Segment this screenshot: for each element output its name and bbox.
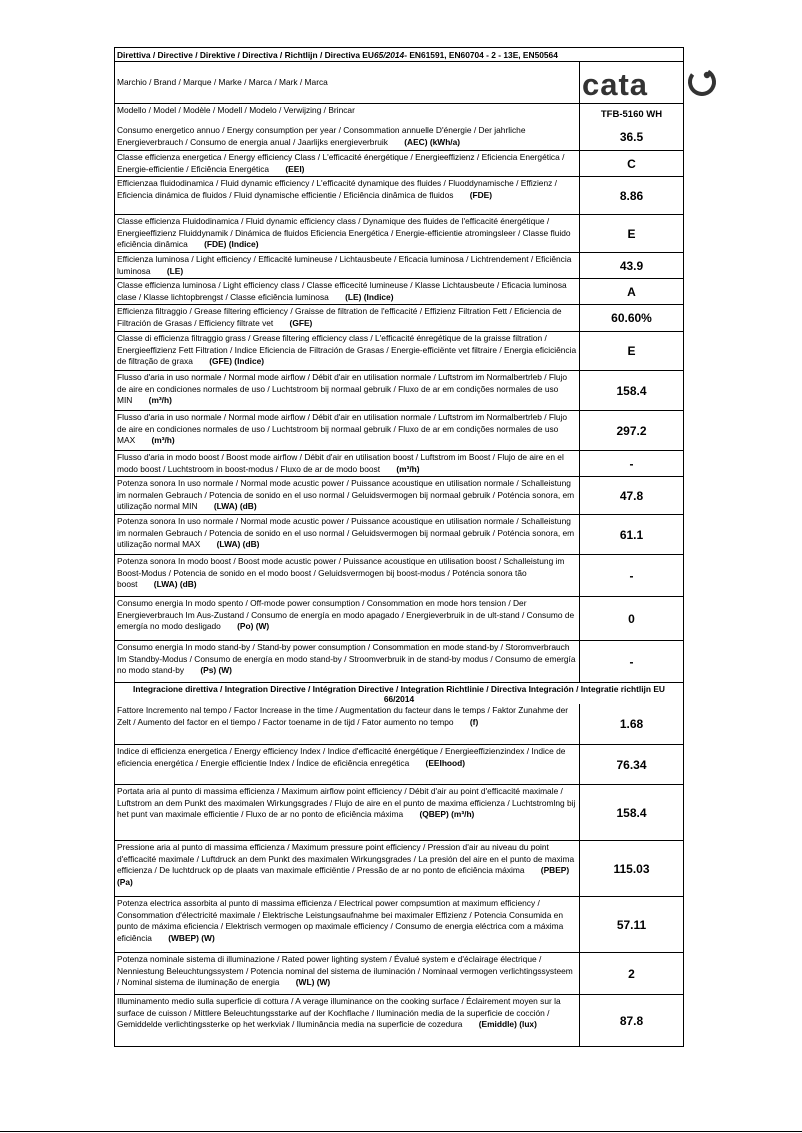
spec-value-cell	[580, 305, 683, 331]
spec-code: (GFE)	[289, 317, 313, 328]
spec-description: Potenza sonora In uso normale / Normal mode acustic power / Puissance acoustique en utilisation normale / Schalleistung im normalen Gebrauch / Potencia de sonido en el uso normal / Geluidsvermogen bij normaal gebruik / Poténcia sonora, em utilização normal MIN	[117, 478, 575, 512]
spec-description: Efficienzaa fluidodinamica / Fluid dynamic efficiency / L'efficacité dynamique des fluides / Fluoddynamische / Effizienz / Eficiencia dinámica de fluidos / Fluid dynamische efficientie / Eficiência dinâmica de fluidos	[117, 178, 557, 200]
brand-row	[115, 61, 683, 103]
spec-description: Portata aria al punto di massima efficienza / Maximum airflow point efficiency / Débit d'air au point d'efficacité maximale / Luftstrom an dem Punkt des maximalen Wirkungsgrades / Flujo de aire en el punto de maxima efficienza / Luchtstromlng bij het punt van maximale efficientie / Fluxo de ar no ponto de eficiência máxima	[117, 786, 576, 820]
spec-label	[115, 177, 580, 214]
page-bottom-rule	[0, 1131, 802, 1132]
spec-code: (WBEP) (W)	[168, 932, 215, 943]
spec-value: 43.9	[619, 258, 644, 273]
spec-row	[115, 214, 683, 252]
spec-label	[115, 371, 580, 410]
spec-value: 1.68	[619, 717, 644, 731]
spec-row	[115, 150, 683, 176]
spec-value-cell	[580, 253, 683, 278]
directive-standards: - EN61591, EN60704 - 2 - 13E, EN50564	[404, 50, 558, 60]
spec-row	[115, 596, 683, 640]
spec-code: (Po) (W)	[237, 621, 270, 632]
spec-label	[115, 124, 580, 150]
spec-label	[115, 704, 580, 744]
spec-value: 61.1	[619, 527, 644, 542]
spec-code: (Emiddle) (lux)	[478, 1019, 537, 1030]
spec-description: Classe di efficienza filtraggio grass / Grease filtering efficiency class / L'efficacité énregétique de la graisse filtration / Energieeffizienz Fett Filtration / Indice Eficiencia de Filtración de Grasas / Energie-efficiënte vet filtraire / Energia eficiciência de filtração de graxa	[117, 333, 577, 367]
spec-description: Potenza electrica assorbita al punto di massima efficienza / Electrical power compsumtion at maximum efficiency / Consommation d'électricité maximale / Elektrische Leistungsaufnahme bei maximaler Effizienz / Potencia Consumida en punto de máxima eficiencia / Elektrisch vermogen op maximale efficiency / Consumo de energia eléctrica com a máxima eficiência	[117, 898, 564, 943]
spec-value-cell	[580, 411, 683, 450]
spec-value: 47.8	[619, 488, 644, 503]
spec-row	[115, 704, 683, 744]
spec-code: (QBEP) (m³/h)	[419, 809, 475, 820]
spec-label	[115, 555, 580, 596]
directive-prefix: Direttiva / Directive / Direktive / Directiva / Richtlijn / Directiva EU	[117, 50, 374, 60]
model-row	[115, 103, 683, 124]
spec-value-cell	[580, 451, 683, 476]
spec-description: Fattore Incremento nal tempo / Factor Increase in the time / Augmentation du facteur dans le temps / Faktor Zunahme der Zelt / Aumento del factor en el tiempo / Factor toename in de tijd / Fator aumento no tempo	[117, 705, 569, 727]
spec-code: (FDE)	[469, 189, 493, 200]
spec-value: E	[627, 226, 636, 241]
directive-number: 65/2014	[373, 50, 405, 60]
spec-code: (LE)	[166, 265, 184, 276]
spec-row	[115, 994, 683, 1046]
spec-value: 36.5	[619, 130, 644, 144]
spec-value: 158.4	[616, 805, 647, 820]
spec-code: (GFE) (Indice)	[209, 356, 265, 367]
spec-label	[115, 411, 580, 450]
spec-code: (Ps) (W)	[200, 665, 232, 676]
spec-value: -	[629, 456, 634, 471]
spec-code: (FDE) (Indice)	[204, 239, 259, 250]
spec-row	[115, 176, 683, 214]
spec-label	[115, 641, 580, 682]
spec-value: C	[627, 156, 636, 171]
spec-row	[115, 514, 683, 554]
spec-row	[115, 952, 683, 994]
spec-code: (LWA) (dB)	[153, 579, 197, 590]
spec-value: 115.03	[613, 861, 650, 876]
spec-value: 2	[628, 966, 635, 981]
spec-value: A	[627, 284, 636, 299]
spec-value-cell	[580, 124, 683, 150]
logo-text: cata	[582, 66, 649, 99]
spec-description: Illuminamento medio sulla superficie di cottura / A verage illuminance on the cooking surface / Éclairement moyen sur la surface de cuisson / Mittlere Beleuchtungsstarke auf der Kochflache / Iluminación media de la superficie de cocción / Gemiddelde verlichtingssterke op het werkviak / Iluminância media na superficie de cozedura	[117, 996, 561, 1030]
spec-label	[115, 477, 580, 514]
spec-code: (m³/h)	[151, 435, 175, 446]
spec-description: Consumo energia In modo spento / Off-mode power consumption / Consommation en mode hors tension / Der Energieverbrauch Im Aus-Zustand / Consumo de energía en modo apagado / Energieverbruik in de ult-stand / Consumo de emergía no modo desligado	[117, 598, 575, 632]
spec-code: (WL) (W)	[295, 977, 331, 988]
model-value: TFB-5160 WH	[600, 108, 663, 120]
spec-label	[115, 151, 580, 176]
model-label: Modello / Model / Modèle / Modell / Modelo / Verwijzing / Brincar	[115, 104, 580, 124]
spec-label	[115, 841, 580, 896]
spec-label	[115, 279, 580, 304]
spec-label	[115, 451, 580, 476]
spec-row	[115, 410, 683, 450]
spec-description: Potenza sonora In modo boost / Boost mode acustic power / Puissance acoustique en utilisation boost / Schalleistung im Boost-Modus / Potencia de sonido en el modo boost / Geluidsvermogen bij boost-modus / Poténcia sonora tão boost	[117, 556, 565, 590]
spec-value-cell	[580, 745, 683, 784]
spec-label	[115, 953, 580, 994]
spec-code: (PBEP) (Pa)	[117, 865, 570, 887]
spec-value: 158.4	[616, 383, 647, 398]
spec-code: (f)	[469, 716, 479, 727]
spec-code: (m³/h)	[396, 463, 420, 474]
spec-row	[115, 840, 683, 896]
spec-label	[115, 745, 580, 784]
energy-label-sheet	[114, 47, 684, 1047]
spec-row	[115, 370, 683, 410]
spec-row	[115, 331, 683, 370]
spec-label	[115, 597, 580, 640]
spec-description: Efficienza luminosa / Light efficiency / Efficacité lumineuse / Lichtausbeute / Eficacia luminosa / Lichtrendement / Eficiência luminosa	[117, 254, 572, 276]
spec-label	[115, 215, 580, 252]
spec-description: Classe efficienza luminosa / Light efficiency class / Classe efficecité lumineuse / Klasse Lichtausbeute / Eficacia luminosa clase / Klasse lichtopbrengst / Classe eficiência luminosa	[117, 280, 567, 302]
spec-value-cell	[580, 371, 683, 410]
spec-row	[115, 278, 683, 304]
spec-value: -	[629, 568, 634, 583]
spec-value-cell	[580, 953, 683, 994]
spec-description: Classe efficienza Fluidodinamica / Fluid dynamic efficiency class / Dynamique des fluides de l'efficacité énergétique / Energieeffizienz Fluiddynamik / Dinámica de fluidos Eficiencia Energética / Energie-efficientie atromingsleer / Classe fluido eficiência dinâmica	[117, 216, 571, 250]
spec-value: 297.2	[616, 423, 647, 438]
spec-value: 87.8	[619, 1013, 644, 1028]
spec-code: (LWA) (dB)	[216, 539, 260, 550]
directive-header	[115, 48, 683, 61]
spec-value: 76.34	[616, 757, 647, 772]
spec-description: Potenza nominale sistema di illuminazione / Rated power lighting system / Évalué system e d'éclairage électrique / Nenniestung Beleuchtungssystem / Potencia nominal del sistema de iluminación / Nominaal vermogen verlichtingssysteem / Nominal sistema de iluminação de energia	[117, 954, 573, 988]
spec-label	[115, 897, 580, 952]
spec-row	[115, 784, 683, 840]
spec-code: (m³/h)	[148, 395, 172, 406]
spec-value: -	[629, 654, 634, 669]
spec-row	[115, 124, 683, 150]
spec-value: 57.11	[616, 917, 647, 932]
spec-value-cell	[580, 151, 683, 176]
spec-description: Classe efficienza energetica / Energy efficiency Class / L'efficacité énergétique / Energieeffizienz / Eficiencia Energética / Energie-efficientie / Eficiência Energética	[117, 152, 565, 174]
spec-value: 60.60%	[611, 311, 652, 325]
brand-label: Marchio / Brand / Marque / Marke / Marca / Mark / Marca	[115, 62, 580, 103]
spec-row	[115, 476, 683, 514]
spec-value-cell	[580, 704, 683, 744]
spec-row	[115, 304, 683, 331]
spec-description: Flusso d'aria in uso normale / Normal mode airflow / Débit d'air en utilisation normale / Luftstrom im Normalbertrleb / Flujo de aire en condiciones normales de uso / Luchtstroom bij normaal gebruik / Fluxo de ar em condições normales de uso MAX	[117, 412, 568, 446]
spec-code: (EEI)	[285, 163, 305, 174]
spec-description: Pressione aria al punto di massima efficienza / Maximum pressure point efficiency / Pression d'air au niveau du point d'efficacité maximale / Luftdruck an dem Punkt des maximalen Wirkungsgrades / La presión del aire en el punto de maxima efficienza / De luchtdruck op de plaats van maximale efficiëntie / Pressão de ar no ponto de eficiência máxima	[117, 842, 575, 876]
spec-description: Flusso d'aria in uso normale / Normal mode airflow / Débit d'air en utilisation normale / Luftstrom im Normalbertrleb / Flujo de aire en condiciones normales de uso / Luchtstroom bij normaal gebruik / Fluxo de ar em condições normales de uso MIN	[117, 372, 568, 406]
spec-value: E	[627, 344, 636, 358]
spec-value-cell	[580, 995, 683, 1046]
spec-value-cell	[580, 785, 683, 840]
spec-description: Efficienza filtraggio / Grease filtering efficiency / Graisse de filtration de l'efficacité / Effizienz Filtration Fett / Eficiencia de Filtración de Grasas / Efficiency filtrate vet	[117, 306, 562, 328]
spec-code: (EEIhood)	[425, 757, 466, 768]
spec-value-cell	[580, 897, 683, 952]
spec-code: (LE) (Indice)	[345, 291, 394, 302]
spec-row	[115, 450, 683, 476]
spec-code: (LWA) (dB)	[213, 501, 257, 512]
spec-description: Consumo energia In modo stand-by / Stand-by power consumption / Consommation en mode stand-by / Storomverbrauch Im Standby-Modus / Consumo de energía en modo stand-by / Stroomverbruik in de stand-by modus / Consumo de emergía no modo stand-by	[117, 642, 576, 676]
spec-row	[115, 554, 683, 596]
spec-value-cell	[580, 279, 683, 304]
spec-description: Flusso d'aria in modo boost / Boost mode airflow / Débit d'air en utilisation boost / Luftstrom im Boost / Flujo de aire en el modo boost / Luchtstroom in boost-modus / Fluxo de ar de modo boost	[117, 452, 564, 474]
spec-label	[115, 785, 580, 840]
spec-value-cell	[580, 597, 683, 640]
spec-value-cell	[580, 841, 683, 896]
spec-label	[115, 253, 580, 278]
spec-label	[115, 305, 580, 331]
spec-value-cell	[580, 555, 683, 596]
spec-value-cell	[580, 515, 683, 554]
spec-label	[115, 332, 580, 370]
spec-row	[115, 744, 683, 784]
spec-row	[115, 252, 683, 278]
spec-value-cell	[580, 641, 683, 682]
brand-logo	[580, 62, 720, 103]
spec-description: Indice di efficienza energetica / Energy efficiency Index / Indice d'efficacité énergétique / Energieeffizienzindex / Indice de eficiencia energética / Energie efficientie Index / Índice de eficiência enregética	[117, 746, 566, 768]
spec-row	[115, 640, 683, 682]
spec-value: 8.86	[619, 188, 644, 203]
spec-description: Consumo energetico annuo / Energy consumption per year / Consommation annuelle D'énergie / Der jahrliche Energieverbrauch / Consumo de energia anual / Jaarlijks energieverbruik	[117, 125, 526, 147]
spec-label	[115, 995, 580, 1046]
spec-code: (AEC) (kWh/a)	[404, 136, 461, 147]
spec-description: Potenza sonora In uso normale / Normal mode acustic power / Puissance acoustique en utilisation normale / Schalleistung im normalen Gebrauch / Potencia de sonido en el uso normal / Geluidsvermogen bij normaal gebruik / Poténcia sonora, em utilização normal MAX	[117, 516, 575, 550]
spec-value-cell	[580, 215, 683, 252]
integration-title: Integracione direttiva / Integration Directive / Intégration Directive / Integration Richtlinie / Directiva Integración / Integratie richtlijn EU 66/2014	[115, 682, 683, 704]
spec-row	[115, 896, 683, 952]
spec-value: 0	[628, 611, 635, 626]
spec-value-cell	[580, 177, 683, 214]
spec-value-cell	[580, 332, 683, 370]
cata-logo-icon	[580, 67, 720, 99]
spec-label	[115, 515, 580, 554]
spec-value-cell	[580, 477, 683, 514]
